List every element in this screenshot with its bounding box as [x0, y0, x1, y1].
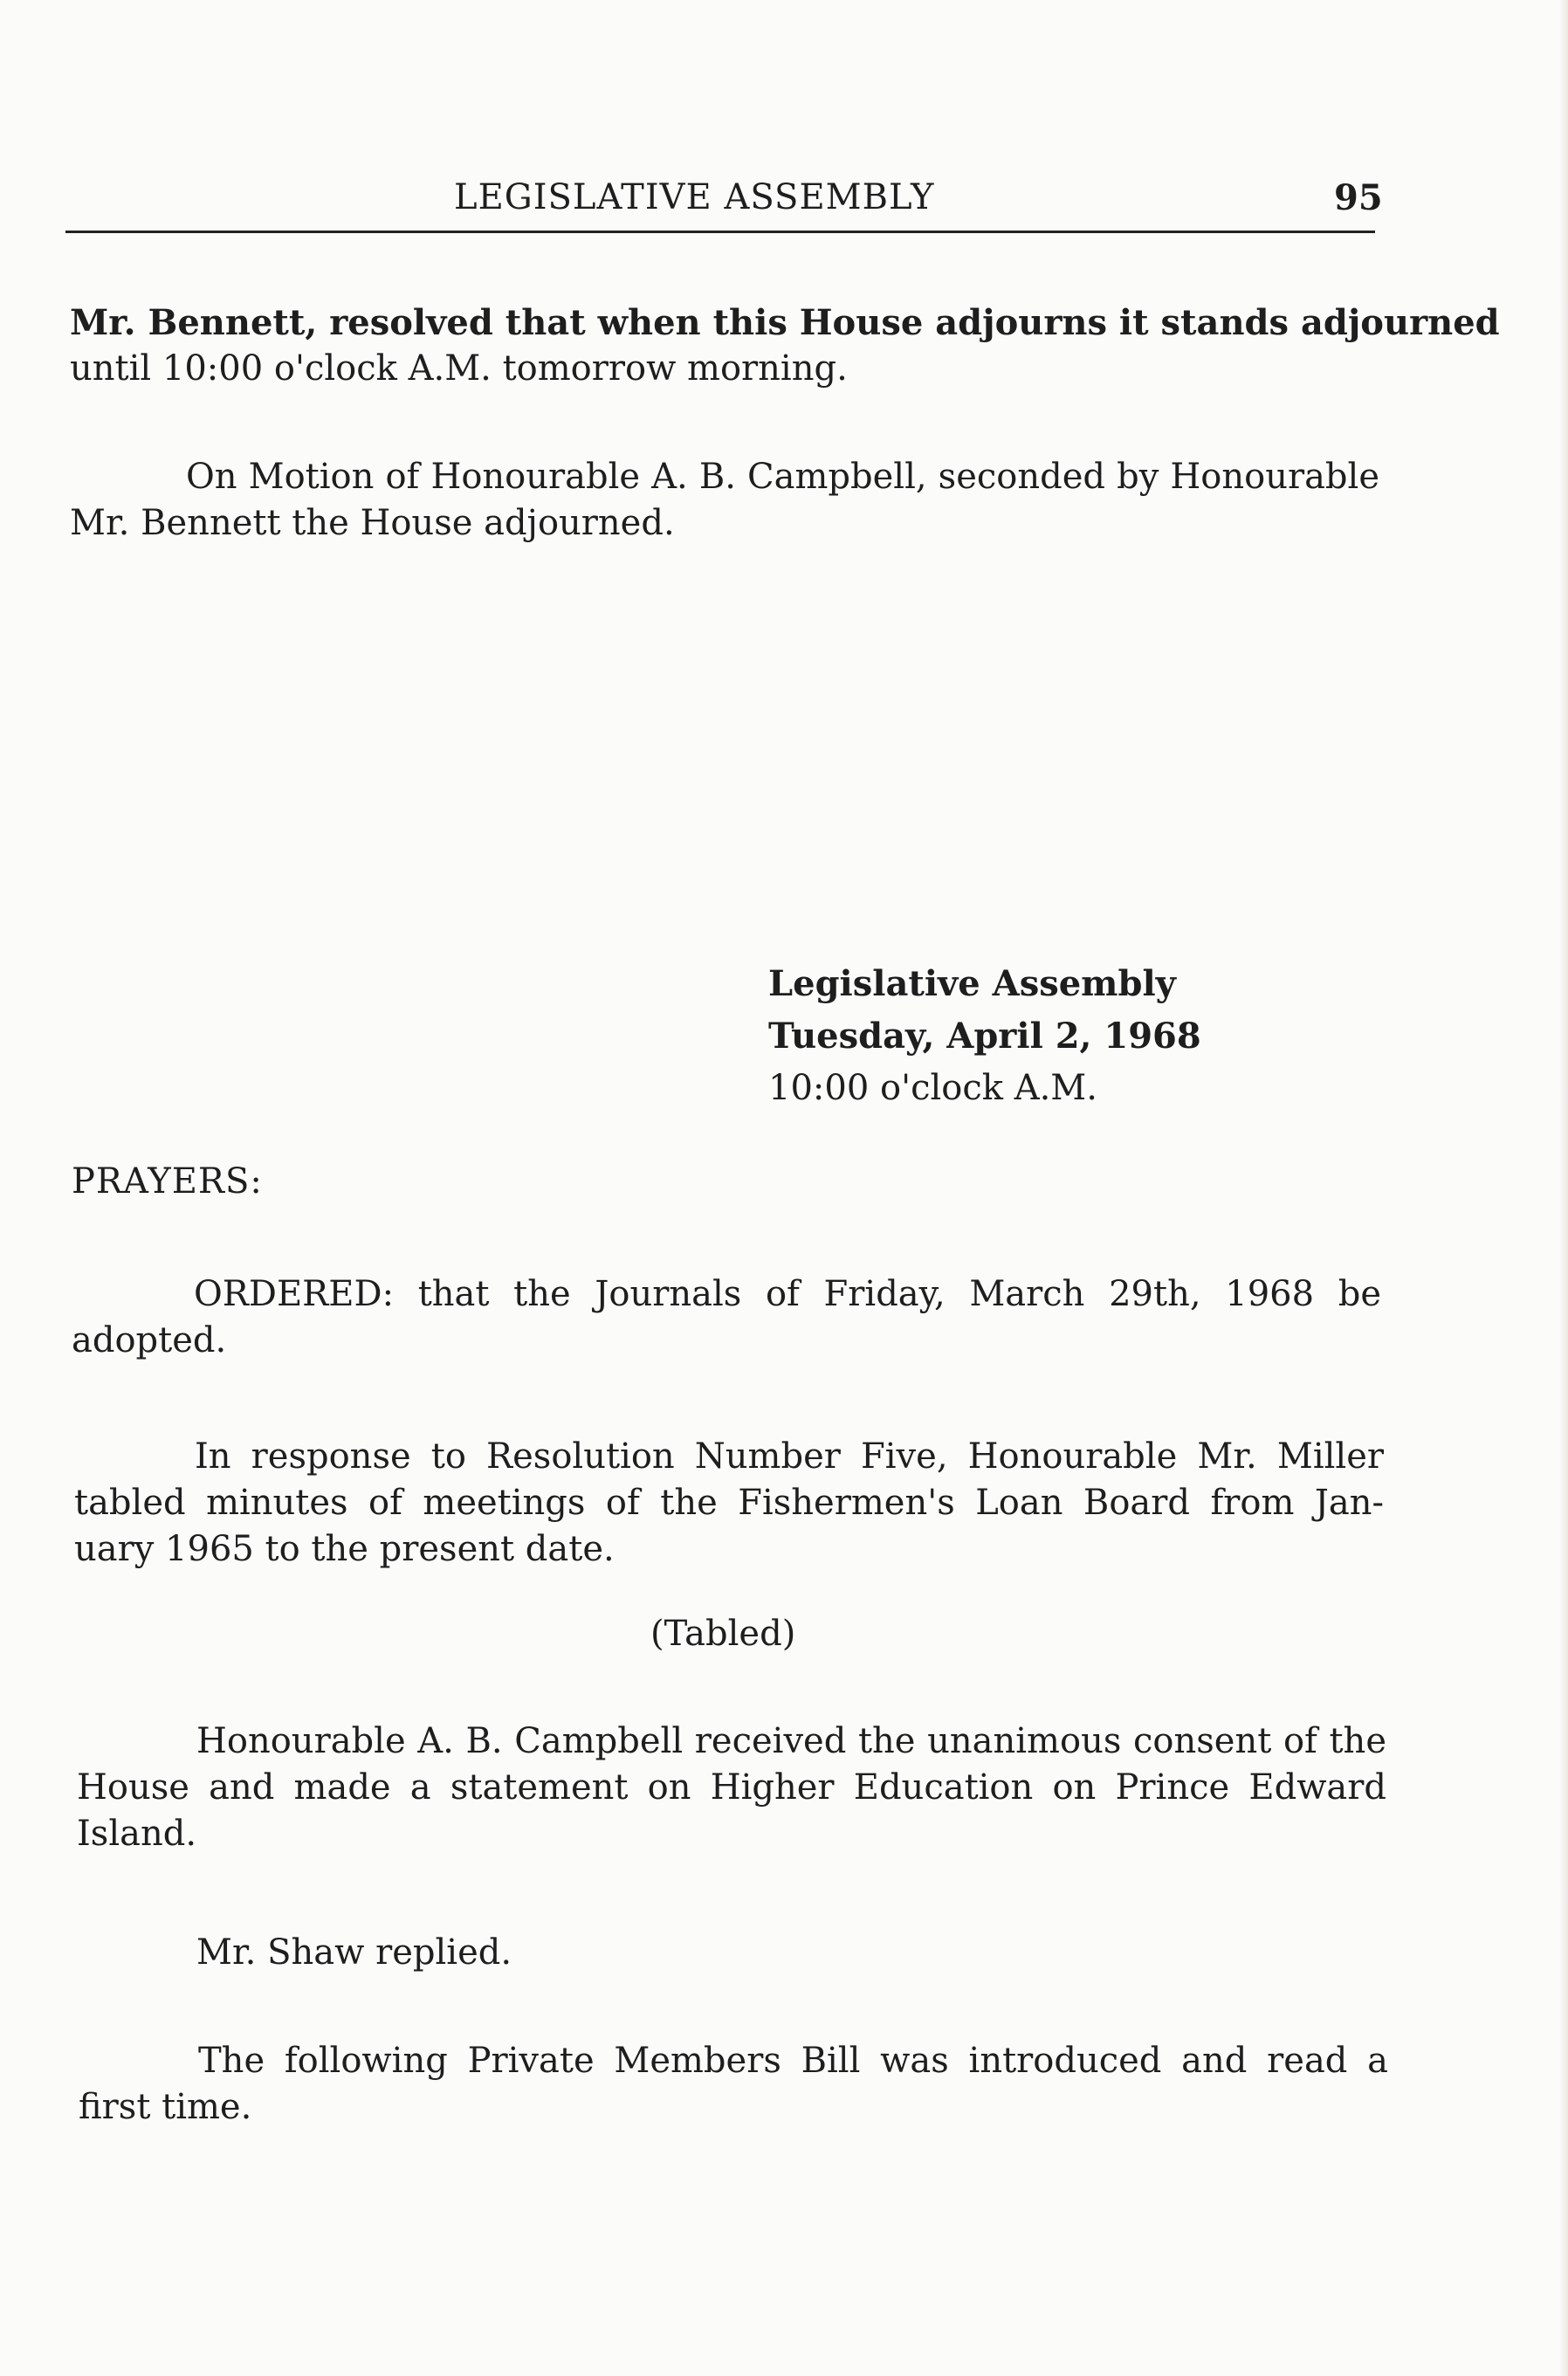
paragraph-higher-education-statement [77, 1718, 1386, 1857]
running-header-title: LEGISLATIVE ASSEMBLY [454, 177, 935, 217]
prayers-heading: PRAYERS: [72, 1161, 263, 1202]
text-line: Mr. Bennett the House adjourned. [70, 503, 675, 543]
page-number: 95 [1334, 177, 1383, 218]
sitting-time: 10:00 o'clock A.M. [768, 1068, 1097, 1108]
text-line: The following Private Members Bill was introduced and read a [198, 2041, 1388, 2081]
text-line: On Motion of Honourable A. B. Campbell, seconded by Honourable [186, 457, 1379, 497]
text-line: adopted. [72, 1320, 227, 1360]
text-line: Honourable A. B. Campbell received the unanimous consent of the [196, 1721, 1386, 1761]
sitting-body: Legislative Assembly [768, 963, 1176, 1004]
tabled-note: (Tabled) [650, 1614, 796, 1654]
text-line: tabled minutes of meetings of the Fishermen's Loan Board from Jan- [74, 1483, 1384, 1523]
text-line: Island. [77, 1814, 197, 1854]
header-rule [65, 231, 1375, 233]
text-line: first time. [79, 2087, 252, 2127]
text-line: uary 1965 to the present date. [74, 1529, 615, 1569]
text-line: Mr. Bennett, resolved that when this House adjourns it stands adjourned [70, 302, 1500, 343]
paragraph-shaw-replied: Mr. Shaw replied. [196, 1932, 512, 1973]
scan-edge-shadow [1559, 0, 1568, 2376]
text-line: In response to Resolution Number Five, Honourable Mr. Miller [195, 1436, 1384, 1477]
paragraph-adjournment-resolution [70, 300, 1500, 392]
sitting-date: Tuesday, April 2, 1968 [768, 1016, 1201, 1057]
text-line: House and made a statement on Higher Education on Prince Edward [77, 1767, 1386, 1808]
paragraph-journals-adopted [72, 1271, 1381, 1364]
text-line: until 10:00 o'clock A.M. tomorrow morning. [70, 348, 848, 389]
paragraph-private-members-bill [79, 2038, 1388, 2131]
paragraph-resolution-five [74, 1434, 1384, 1573]
text-line: ORDERED: that the Journals of Friday, March 29th, 1968 be [194, 1274, 1381, 1314]
paragraph-adjournment-motion [70, 454, 1379, 547]
